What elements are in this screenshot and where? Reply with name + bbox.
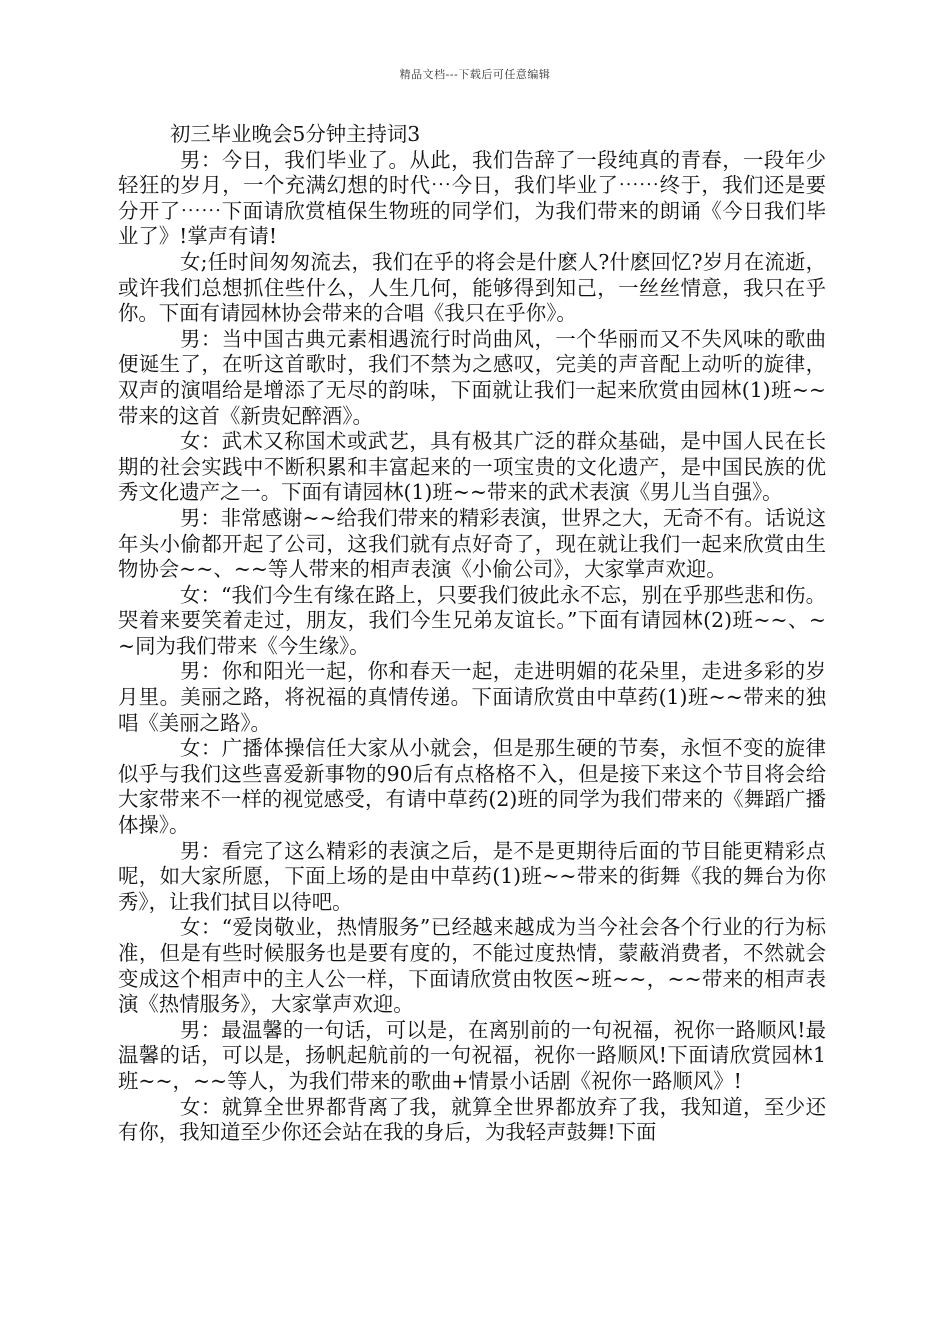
- document-title: 初三毕业晚会5分钟主持词3: [170, 122, 421, 146]
- paragraph-female-2: 女：武术又称国术或武艺，具有极其广泛的群众基础，是中国人民在长期的社会实践中不断积累和丰富起来的一项宝贵的文化遗产，是中国民族的优秀文化遗产之一。下面有请园林(1)班~~带来的武术表演《男儿当自强》。: [118, 429, 826, 505]
- paragraph-male-2: 男：当中国古典元素相遇流行时尚曲风，一个华丽而又不失风味的歌曲便诞生了，在听这首歌时，我们不禁为之感叹，完美的声音配上动听的旋律，双声的演唱给是增添了无尽的韵味，下面就让我们一起来欣赏由园林(1)班~~带来的这首《新贵妃醉酒》。: [118, 326, 826, 428]
- paragraph-female-3: 女：“我们今生有缘在路上，只要我们彼此永不忘，别在乎那些悲和伤。哭着来要笑着走过，朋友，我们今生兄弟友谊长。”下面有请园林(2)班~~、~~同为我们带来《今生缘》。: [118, 582, 826, 658]
- paragraph-male-1: 男：今日，我们毕业了。从此，我们告辞了一段纯真的青春，一段年少轻狂的岁月，一个充满幻想的时代⋯今日，我们毕业了⋯⋯终于，我们还是要分开了⋯⋯下面请欣赏植保生物班的同学们，为我们带来的朗诵《今日我们毕业了》!掌声有请!: [118, 147, 826, 249]
- paragraph-female-6: 女：就算全世界都背离了我，就算全世界都放弃了我，我知道，至少还有你，我知道至少你还会站在我的身后，为我轻声鼓舞!下面: [118, 1094, 826, 1145]
- paragraph-female-4: 女：广播体操信任大家从小就会，但是那生硬的节奏，永恒不变的旋律似乎与我们这些喜爱新事物的90后有点格格不入，但是接下来这个节目将会给大家带来不一样的视觉感受，有请中草药(2)班的同学为我们带来的《舞蹈广播体操》。: [118, 736, 826, 838]
- paragraph-male-4: 男：你和阳光一起，你和春天一起，走进明媚的花朵里，走进多彩的岁月里。美丽之路，将祝福的真情传递。下面请欣赏由中草药(1)班~~带来的独唱《美丽之路》。: [118, 659, 826, 735]
- paragraph-male-3: 男：非常感谢~~给我们带来的精彩表演，世界之大，无奇不有。话说这年头小偷都开起了公司，这我们就有点好奇了，现在就让我们一起来欣赏由生物协会~~、~~等人带来的相声表演《小偷公司》，大家掌声欢迎。: [118, 505, 826, 582]
- paragraph-female-1: 女;任时间匆匆流去，我们在乎的将会是什麽人?什麽回忆?岁月在流逝，或许我们总想抓住些什么，人生几何，能够得到知己，一丝丝情意，我只在乎你。下面有请园林协会带来的合唱《我只在乎你》。: [118, 249, 826, 326]
- paragraph-male-5: 男：看完了这么精彩的表演之后，是不是更期待后面的节目能更精彩点呢，如大家所愿，下面上场的是由中草药(1)班~~带来的街舞《我的舞台为你秀》，让我们拭目以待吧。: [118, 838, 826, 914]
- paragraph-female-5: 女：“爱岗敬业，热情服务”已经越来越成为当今社会各个行业的行为标准，但是有些时候服务也是要有度的，不能过度热情，蒙蔽消费者，不然就会变成这个相声中的主人公一样，下面请欣赏由牧医~班~~，~~带来的相声表演《热情服务》，大家掌声欢迎。: [118, 915, 826, 1017]
- paragraph-male-6: 男：最温馨的一句话，可以是，在离别前的一句祝福，祝你一路顺风!最温馨的话，可以是，扬帆起航前的一句祝福，祝你一路顺风!下面请欣赏园林1班~~，~~等人，为我们带来的歌曲+情景小话剧《祝你一路顺风》!: [118, 1017, 826, 1093]
- document-body: [118, 122, 826, 1146]
- page-header: 精品文档---下载后可任意编辑: [399, 68, 551, 81]
